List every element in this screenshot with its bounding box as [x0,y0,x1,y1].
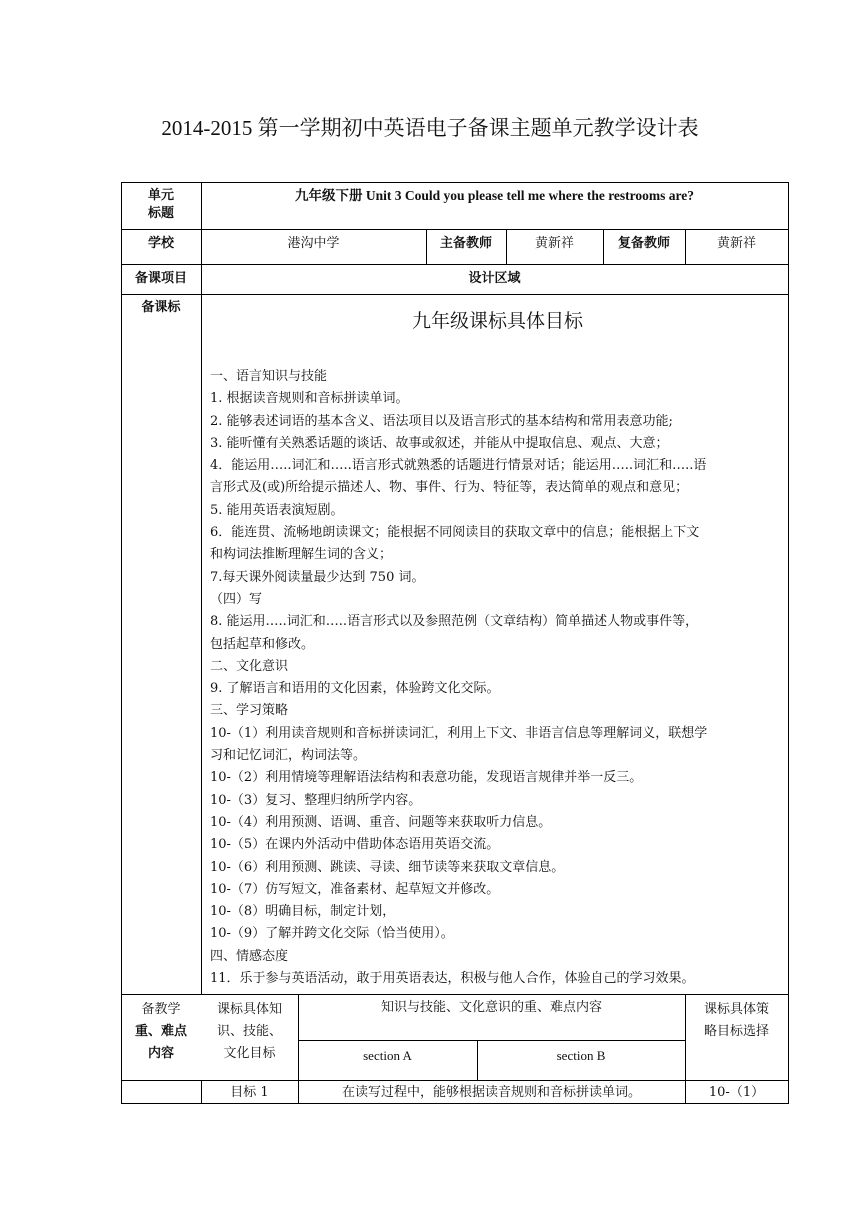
standards-line: 二、文化意识 [210,658,289,674]
co-teacher-value: 黄新祥 [716,236,756,251]
goal-1-content: 在读写过程中，能够根据读音规则和音标拼读单词。 [341,1085,641,1100]
prep-item-label: 备课项目 [134,271,187,286]
key-points-header: 知识与技能、文化意识的重、难点内容 [380,1000,602,1015]
standards-line: 7.每天课外阅读量最少达到 750 词。 [210,569,425,585]
standards-line: 10-（2）利用情境等理解语法结构和表意功能，发现语言规律并举一反三。 [210,770,643,786]
standards-line: 言形式及(或)所给提示描述人、物、事件、行为、特征等，表达简单的观点和意见； [210,480,689,496]
standards-line: 习和记忆词汇，构词法等。 [210,748,367,764]
standards-content [210,302,785,990]
co-teacher-label: 复备教师 [617,236,670,251]
standards-line: 1. 根据读音规则和音标拼读单词。 [210,391,409,407]
standards-line: 一、语言知识与技能 [210,369,328,384]
standards-line: 6．能连贯、流畅地朗读课文；能根据不同阅读目的获取文章中的信息；能根据上下文 [210,525,700,541]
standards-line: 3. 能听懂有关熟悉话题的谈话、故事或叙述，并能从中提取信息、观点、大意； [210,435,669,451]
section-b-header: section B [556,1048,606,1063]
standards-line: 10-（9）了解并跨文化交际（恰当使用）。 [210,926,454,942]
goal-column-header: 课标具体知 识、技能、 文化目标 [216,1002,282,1061]
goal-1-strategy: 10-（1） [708,1085,765,1100]
unit-title-value: 九年级下册 Unit 3 Could you please tell me where the restrooms are? [294,188,695,203]
standards-line: 8. 能运用…..词汇和…..语言形式以及参照范例（文章结构）简单描述人物或事件等， [210,614,699,630]
standards-line: 10-（1）利用读音规则和音标拼读词汇，利用上下文、非语言信息等理解词义，联想学 [210,725,708,741]
goal-1-label: 目标 1 [230,1085,269,1100]
standards-line: 10-（4）利用预测、语调、重音、问题等来获取听力信息。 [210,814,552,830]
school-label: 学校 [147,236,174,251]
standards-line: 9. 了解语言和语用的文化因素，体验跨文化交际。 [210,681,500,697]
standards-heading: 九年级课标具体目标 [411,310,583,332]
standards-line: 4．能运用…..词汇和…..语言形式就熟悉的话题进行情景对话；能运用…..词汇和…..语 [210,458,707,474]
design-area-label: 设计区域 [468,271,521,286]
standards-line: 10-（8）明确目标，制定计划， [210,904,396,920]
standards-line: 四、情感态度 [210,948,289,964]
section-a-header: section A [363,1048,412,1063]
strategy-column-header: 课标具体策 略目标选择 [703,1002,769,1039]
standards-line: 10-（7）仿写短文，准备素材、起草短文并修改。 [210,881,500,897]
standards-line: 10-（6）利用预测、跳读、寻读、细节读等来获取文章信息。 [210,859,565,875]
standards-line: 10-（3）复习、整理归纳所学内容。 [210,792,422,808]
standards-line: 2. 能够表述词语的基本含义、语法项目以及语言形式的基本结构和常用表意功能; [210,413,673,429]
standards-line: 11．乐于参与英语活动，敢于用英语表达，积极与他人合作，体验自己的学习效果。 [210,971,695,987]
main-teacher-value: 黄新祥 [534,236,574,251]
standards-label: 备课标 [141,300,181,315]
main-teacher-label: 主备教师 [439,236,492,251]
school-value: 港沟中学 [287,236,340,251]
standards-line: 和构词法推断理解生词的含义； [210,547,393,563]
document-title: 2014-2015 第一学期初中英语电子备课主题单元教学设计表 [161,116,699,140]
standards-line: （四）写 [210,591,263,607]
unit-title-label: 单元 标题 [147,188,174,221]
prep-teaching-key-points-label: 备教学 重、难点 内容 [134,1002,187,1061]
standards-list [210,366,785,990]
standards-line: 5. 能用英语表演短剧。 [210,502,344,518]
standards-line: 三、学习策略 [210,703,289,719]
standards-line: 10-（5）在课内外活动中借助体态语用英语交流。 [210,837,500,853]
standards-line: 包括起草和修改。 [210,636,315,652]
